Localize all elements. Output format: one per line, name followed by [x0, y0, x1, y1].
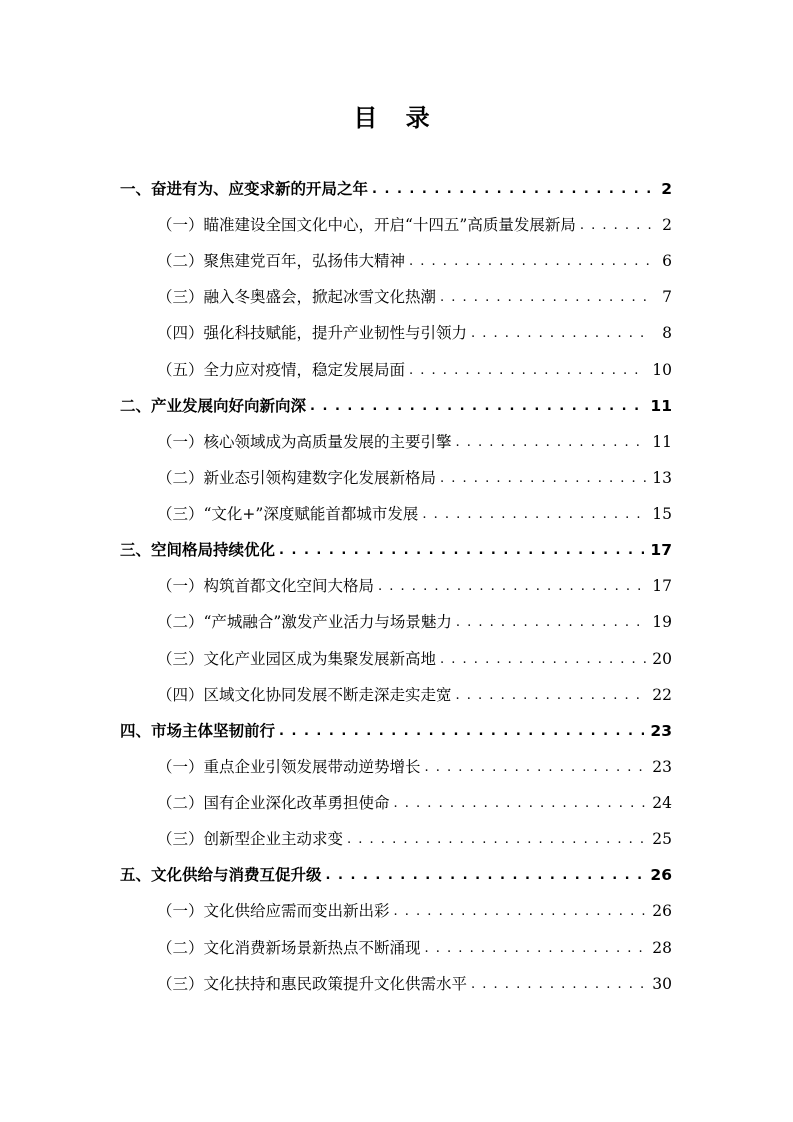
dot-leader	[471, 969, 646, 999]
toc-entry-page: 7	[662, 288, 672, 306]
toc-entry[interactable]	[120, 174, 672, 204]
toc-entry-page: 26	[652, 902, 672, 920]
toc-entry[interactable]	[120, 391, 672, 421]
toc-entry-label: （二）文化消费新场景新热点不断涌现	[157, 939, 421, 957]
toc-entry-page: 30	[652, 975, 672, 993]
toc-entry[interactable]	[157, 318, 672, 348]
toc-entry-page: 17	[652, 577, 672, 595]
dot-leader	[409, 246, 652, 276]
toc-entry-page: 2	[661, 180, 672, 198]
toc-entry-label: （三）创新型企业主动求变	[157, 830, 344, 848]
dot-leader	[456, 680, 647, 710]
toc-entry-label: （一）文化供给应需而变出新出彩	[157, 902, 390, 920]
dot-leader	[394, 896, 647, 926]
dot-leader	[471, 318, 652, 348]
toc-entry-label: （五）全力应对疫情，稳定发展局面	[157, 361, 406, 379]
toc-entry-page: 19	[652, 613, 672, 631]
toc-entry-page: 2	[662, 216, 672, 234]
toc-entry[interactable]	[157, 427, 672, 457]
toc-entry-label: （一）重点企业引领发展带动逆势增长	[157, 758, 421, 776]
toc-entry-label: （三）融入冬奥盛会，掀起冰雪文化热潮	[157, 288, 437, 306]
toc-entry-label: （四）强化科技赋能，提升产业韧性与引领力	[157, 324, 468, 342]
toc-entry[interactable]	[157, 969, 672, 999]
toc-entry-label: 三、空间格局持续优化	[120, 541, 276, 559]
toc-entry-page: 11	[652, 433, 672, 451]
dot-leader	[456, 607, 646, 637]
toc-entry-label: （四）区域文化协同发展不断走深走实走宽	[157, 686, 452, 704]
dot-leader	[310, 391, 644, 421]
dot-leader	[422, 499, 646, 529]
toc-entry[interactable]	[157, 896, 672, 926]
toc-entry-page: 24	[652, 794, 672, 812]
toc-entry-label: 一、奋进有为、应变求新的开局之年	[120, 180, 369, 198]
toc-entry[interactable]	[157, 788, 672, 818]
toc-entry-label: （三）文化产业园区成为集聚发展新高地	[157, 650, 437, 668]
toc-entry[interactable]	[157, 499, 672, 529]
dot-leader	[425, 933, 647, 963]
dot-leader	[440, 282, 652, 312]
toc-entry-page: 11	[650, 397, 672, 415]
dot-leader	[347, 824, 646, 854]
toc-entry[interactable]	[157, 282, 672, 312]
dot-leader	[378, 571, 646, 601]
toc-entry-page: 6	[662, 252, 672, 270]
toc-entry-page: 25	[652, 830, 672, 848]
toc-entry[interactable]	[157, 680, 672, 710]
toc-entry-page: 23	[650, 722, 672, 740]
toc-entry-label: 四、市场主体坚韧前行	[120, 722, 276, 740]
toc-entry-label: （一）核心领域成为高质量发展的主要引擎	[157, 433, 452, 451]
toc-entry-page: 28	[652, 939, 672, 957]
toc-entry-label: 五、文化供给与消费互促升级	[120, 866, 322, 884]
dot-leader	[394, 788, 647, 818]
dot-leader	[372, 174, 652, 204]
toc-entry-label: （三）“文化+”深度赋能首都城市发展	[157, 505, 419, 523]
toc-entry-label: （二）新业态引领构建数字化发展新格局	[157, 469, 437, 487]
dot-leader	[440, 463, 646, 493]
toc-entry-page: 10	[652, 361, 672, 379]
toc-entry[interactable]	[157, 933, 672, 963]
toc-entry-page: 20	[652, 650, 672, 668]
toc-entry-label: （一）构筑首都文化空间大格局	[157, 577, 375, 595]
page-title: 目 录	[353, 104, 440, 132]
toc-entry-label: （一）瞄准建设全国文化中心，开启“十四五”高质量发展新局	[157, 216, 576, 234]
dot-leader	[456, 427, 647, 457]
toc-entry-label: 二、产业发展向好向新向深	[120, 397, 307, 415]
dot-leader	[409, 355, 646, 385]
dot-leader	[279, 716, 644, 746]
toc-entry-label: （二）“产城融合”激发产业活力与场景魅力	[157, 613, 452, 631]
toc-entry[interactable]	[157, 607, 672, 637]
toc-entry[interactable]	[157, 246, 672, 276]
toc-entry-page: 23	[652, 758, 672, 776]
dot-leader	[279, 535, 644, 565]
toc-entry-page: 17	[650, 541, 672, 559]
toc-entry-label: （三）文化扶持和惠民政策提升文化供需水平	[157, 975, 468, 993]
dot-leader	[425, 752, 647, 782]
dot-leader	[326, 860, 645, 890]
toc-entry[interactable]	[157, 824, 672, 854]
dot-leader	[440, 644, 646, 674]
toc-entry-page: 22	[652, 686, 672, 704]
toc-entry[interactable]	[120, 860, 672, 890]
toc-entry[interactable]	[157, 355, 672, 385]
toc-entry[interactable]	[157, 571, 672, 601]
toc-entry[interactable]	[157, 463, 672, 493]
toc-entry[interactable]	[120, 535, 672, 565]
toc-entry[interactable]	[157, 210, 672, 240]
toc-entry-label: （二）国有企业深化改革勇担使命	[157, 794, 390, 812]
toc-entry[interactable]	[157, 752, 672, 782]
dot-leader	[580, 210, 652, 240]
toc-entry-page: 26	[650, 866, 672, 884]
toc-entry-page: 8	[662, 324, 672, 342]
toc-entry-page: 13	[652, 469, 672, 487]
toc-entry[interactable]	[157, 644, 672, 674]
toc-entry-page: 15	[652, 505, 672, 523]
toc-entry-label: （二）聚焦建党百年，弘扬伟大精神	[157, 252, 406, 270]
toc-entry[interactable]	[120, 716, 672, 746]
